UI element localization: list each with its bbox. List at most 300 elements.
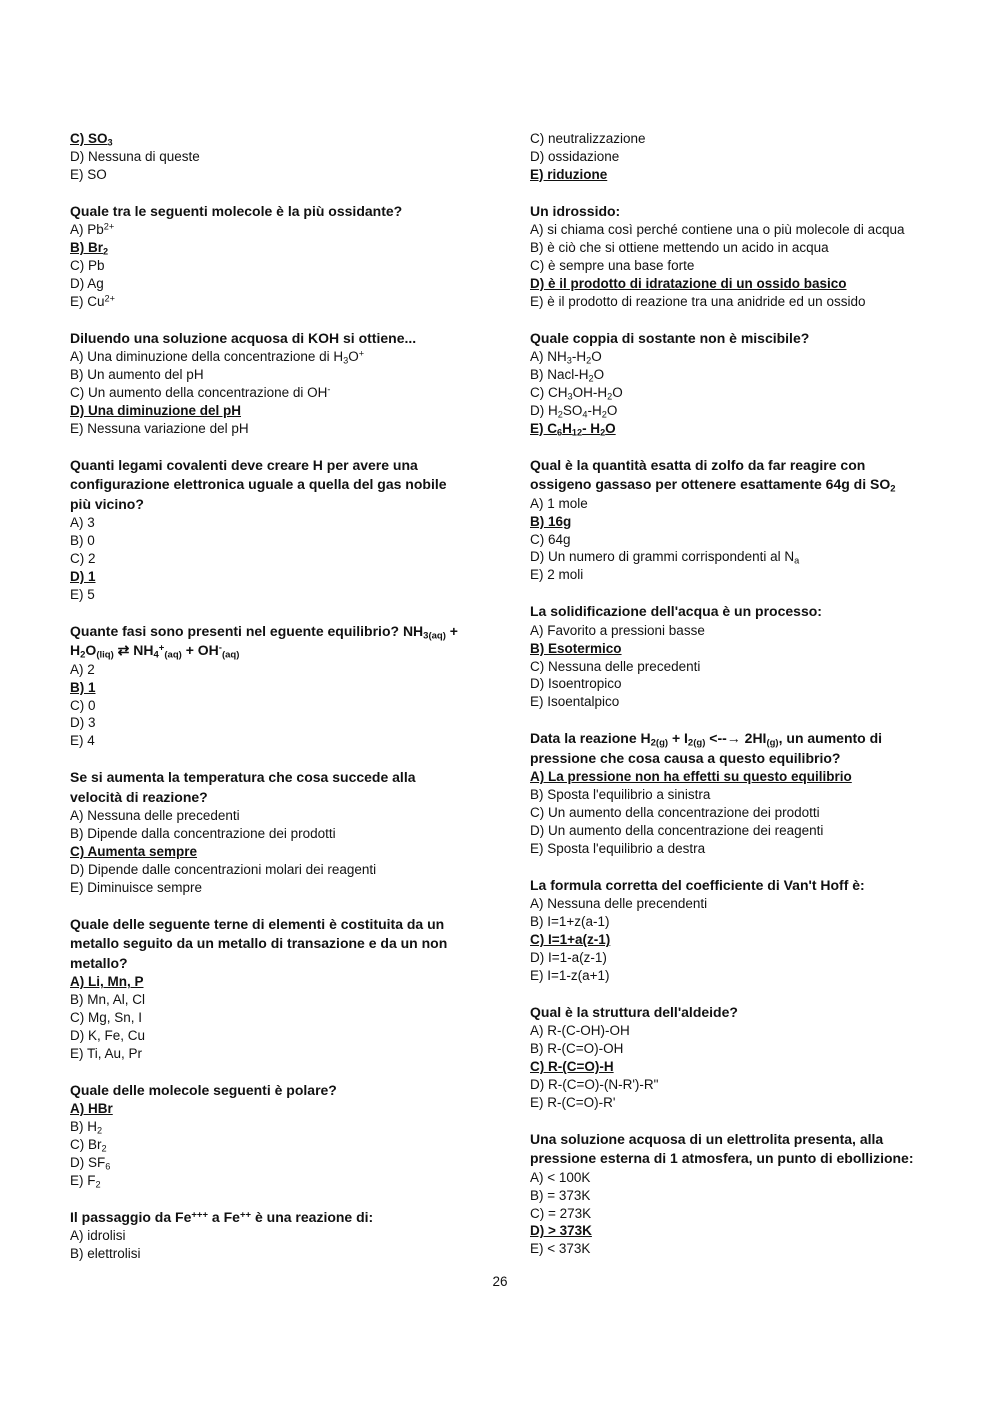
answer-option xyxy=(70,1172,510,1190)
question-block xyxy=(530,1130,980,1258)
text-run: E) Diminuisce sempre xyxy=(70,879,203,895)
question-block xyxy=(70,1081,510,1190)
answer-options xyxy=(530,622,980,711)
text-run: E) C xyxy=(530,420,557,436)
question-line xyxy=(70,456,510,476)
question xyxy=(70,915,510,974)
text-run: + I xyxy=(668,730,688,747)
answer-option xyxy=(70,166,510,184)
subscript: (aq) xyxy=(164,650,182,662)
text-run: A) Pb xyxy=(70,222,104,238)
question-line xyxy=(70,622,510,642)
text-run: E) Ti, Au, Pr xyxy=(70,1045,143,1061)
text-run: E) Sposta l'equilibrio a destra xyxy=(530,840,706,856)
correct-answer-option xyxy=(70,402,510,420)
answer-options xyxy=(530,1169,980,1258)
text-run: Diluendo una soluzione acquosa di KOH si ottiene... xyxy=(70,329,417,346)
text-run: D) > 373K xyxy=(530,1223,592,1239)
text-run: A) idrolisi xyxy=(70,1228,126,1244)
answer-option xyxy=(70,420,510,438)
text-run: Se si aumenta la temperatura che cosa succede alla xyxy=(70,769,416,786)
text-run: C) I=1+a(z-1) xyxy=(530,932,611,948)
answer-option xyxy=(70,732,510,750)
subscript: 2 xyxy=(101,1143,107,1154)
question xyxy=(70,202,510,222)
text-run: , un aumento di xyxy=(778,730,883,747)
text-run: B) H xyxy=(70,1119,97,1135)
superscript: ++ xyxy=(239,1209,252,1221)
answer-option xyxy=(530,675,980,693)
answer-option xyxy=(70,1045,510,1063)
answer-option xyxy=(530,913,980,931)
answer-options xyxy=(70,973,510,1062)
text-run: Qual è la struttura dell'aldeide? xyxy=(530,1003,738,1020)
answer-option xyxy=(530,1205,980,1223)
text-run: OH-H xyxy=(572,385,608,401)
text-run: pressione esterna di 1 atmosfera, un punto di ebollizione: xyxy=(530,1150,914,1167)
text-run: A) NH xyxy=(530,349,567,365)
text-run: O xyxy=(612,385,623,401)
correct-answer-option xyxy=(70,239,510,257)
answer-options xyxy=(530,895,980,984)
answer-option xyxy=(530,1187,980,1205)
answer-option xyxy=(530,402,980,420)
question-line xyxy=(530,475,980,495)
answer-options xyxy=(530,130,980,184)
correct-answer-option xyxy=(530,1222,980,1240)
answer-option xyxy=(70,879,510,897)
answer-options xyxy=(70,221,510,310)
text-run: C) è sempre una base forte xyxy=(530,258,695,274)
answer-option xyxy=(530,1022,980,1040)
question-line xyxy=(530,456,980,476)
subscript: 2(g) xyxy=(650,738,669,750)
answer-option xyxy=(70,714,510,732)
subscript: 2 xyxy=(586,355,592,366)
question-block xyxy=(530,456,980,584)
text-run: C) Nessuna delle precedenti xyxy=(530,658,701,674)
text-run: Quanti legami covalenti deve creare H per avere una xyxy=(70,456,418,473)
subscript: (g) xyxy=(766,738,779,750)
text-run: metallo? xyxy=(70,954,128,971)
text-run: più vicino? xyxy=(70,495,144,512)
answer-option xyxy=(530,1040,980,1058)
text-run: E) 2 moli xyxy=(530,567,584,583)
correct-answer-option xyxy=(530,768,980,786)
text-run: A) Li, Mn, P xyxy=(70,974,144,990)
correct-answer-option xyxy=(530,931,980,949)
question-block xyxy=(70,130,510,184)
subscript: 4 xyxy=(582,409,588,420)
text-run: A) 2 xyxy=(70,661,95,677)
answer-option xyxy=(70,257,510,275)
correct-answer-option xyxy=(70,568,510,586)
subscript: 2 xyxy=(97,1125,103,1136)
answer-option xyxy=(530,130,980,148)
text-run: metallo seguito da un metallo di transazione e da un non xyxy=(70,935,448,952)
text-run: D) Un numero di grammi corrispondenti al N xyxy=(530,549,795,565)
text-run: H xyxy=(70,642,81,659)
question-line xyxy=(70,202,510,222)
question-line xyxy=(530,729,980,749)
question-block xyxy=(530,729,980,857)
text-run: D) SF xyxy=(70,1154,106,1170)
text-run: A) si chiama così perché contiene una o più molecole di acqua xyxy=(530,222,905,238)
question-line xyxy=(530,876,980,896)
text-run: C) Pb xyxy=(70,258,105,274)
text-run: B) Br xyxy=(70,240,103,256)
answer-options xyxy=(530,495,980,584)
answer-option xyxy=(530,531,980,549)
text-run: A) 3 xyxy=(70,515,95,531)
answer-option xyxy=(530,548,980,566)
text-run: Qual è la quantità esatta di zolfo da far reagire con xyxy=(530,456,866,473)
answer-option xyxy=(530,622,980,640)
text-run: Quale tra le seguenti molecole è la più ossidante? xyxy=(70,202,403,219)
text-run: Quale delle seguente terne di elementi è costituita da un xyxy=(70,915,445,932)
subscript: 2 xyxy=(607,391,613,402)
subscript: 2 xyxy=(95,1179,101,1190)
subscript: 2 xyxy=(80,650,86,662)
answer-option xyxy=(70,293,510,311)
question xyxy=(530,876,980,896)
text-run: D) Ag xyxy=(70,275,104,291)
correct-answer-option xyxy=(70,1100,510,1118)
question-block xyxy=(530,202,980,311)
text-run: velocità di reazione? xyxy=(70,788,208,805)
subscript: 2 xyxy=(103,246,109,257)
question xyxy=(530,456,980,495)
question-block xyxy=(530,130,980,184)
text-run: D) è il prodotto di idratazione di un ossido basico xyxy=(530,275,847,291)
question-block xyxy=(70,622,510,750)
answer-option xyxy=(70,697,510,715)
text-run: Una soluzione acquosa di un elettrolita presenta, alla xyxy=(530,1130,884,1147)
question-line xyxy=(70,768,510,788)
text-run: B) è ciò che si ottiene mettendo un acido in acqua xyxy=(530,240,829,256)
text-run: E) 5 xyxy=(70,586,95,602)
subscript: 2 xyxy=(601,409,607,420)
text-run: B) R-(C=O)-OH xyxy=(530,1041,624,1057)
answer-options xyxy=(70,1227,510,1263)
answer-option xyxy=(530,293,980,311)
question-line xyxy=(70,954,510,974)
text-run: è una reazione di: xyxy=(251,1208,374,1225)
correct-answer-option xyxy=(530,166,980,184)
answer-options xyxy=(530,1022,980,1111)
text-run: ossigeno gassaso per ottenere esattamente 64g di SO xyxy=(530,476,891,493)
answer-options xyxy=(70,514,510,603)
answer-option xyxy=(530,786,980,804)
subscript: 4 xyxy=(153,650,159,662)
question-line xyxy=(70,641,510,661)
subscript: (liq) xyxy=(96,650,114,662)
answer-option xyxy=(70,148,510,166)
text-run: D) R-(C=O)-(N-R')-R" xyxy=(530,1076,659,1092)
question-line xyxy=(70,1081,510,1101)
text-run: D) Nessuna di queste xyxy=(70,148,200,164)
answer-option xyxy=(70,825,510,843)
question xyxy=(530,329,980,349)
left-column xyxy=(70,130,510,1281)
subscript: 6 xyxy=(105,1161,111,1172)
answer-option xyxy=(530,658,980,676)
answer-option xyxy=(530,1169,980,1187)
question-block xyxy=(530,876,980,985)
text-run: E) 4 xyxy=(70,733,95,749)
answer-option xyxy=(530,967,980,985)
text-run: C) = 273K xyxy=(530,1205,592,1221)
text-run: B) Nacl-H xyxy=(530,367,589,383)
answer-option xyxy=(530,148,980,166)
superscript: - xyxy=(327,384,331,395)
correct-answer-option xyxy=(70,973,510,991)
correct-answer-option xyxy=(70,843,510,861)
text-run: B) 16g xyxy=(530,513,572,529)
answer-option xyxy=(530,239,980,257)
question xyxy=(70,1081,510,1101)
question-line xyxy=(530,1130,980,1150)
answer-options xyxy=(70,1100,510,1189)
correct-answer-option xyxy=(530,1058,980,1076)
answer-option xyxy=(70,1245,510,1263)
question-line xyxy=(70,495,510,515)
correct-answer-option xyxy=(70,130,510,148)
subscript: a xyxy=(794,555,800,566)
text-run: <--→ 2HI xyxy=(705,730,767,747)
answer-option xyxy=(70,1009,510,1027)
text-run: C) Aumenta sempre xyxy=(70,844,198,860)
text-run: B) = 373K xyxy=(530,1187,591,1203)
answer-option xyxy=(70,1027,510,1045)
text-run: B) Un aumento del pH xyxy=(70,367,204,383)
text-run: -H xyxy=(571,349,587,365)
answer-option xyxy=(70,221,510,239)
text-run: C) SO xyxy=(70,131,108,146)
answer-option xyxy=(530,949,980,967)
text-run: Un idrossido: xyxy=(530,202,621,219)
answer-option xyxy=(530,348,980,366)
right-column xyxy=(530,130,980,1276)
answer-option xyxy=(530,495,980,513)
correct-answer-option xyxy=(530,513,980,531)
subscript: 2 xyxy=(557,409,563,420)
answer-option xyxy=(70,384,510,402)
text-run: D) Una diminuzione del pH xyxy=(70,402,241,418)
text-run: O xyxy=(348,349,359,365)
answer-option xyxy=(70,861,510,879)
text-run: A) HBr xyxy=(70,1101,113,1117)
question xyxy=(70,768,510,807)
correct-answer-option xyxy=(530,275,980,293)
answer-option xyxy=(530,1094,980,1112)
answer-options xyxy=(70,661,510,750)
question xyxy=(530,1130,980,1169)
answer-option xyxy=(530,221,980,239)
text-run: H xyxy=(562,420,572,436)
text-run: + OH xyxy=(181,642,219,659)
question-block xyxy=(530,329,980,438)
answer-options xyxy=(530,221,980,310)
question xyxy=(70,329,510,349)
text-run: D) ossidazione xyxy=(530,148,620,164)
answer-option xyxy=(70,275,510,293)
answer-option xyxy=(530,693,980,711)
subscript: 2 xyxy=(588,373,594,384)
answer-option xyxy=(530,822,980,840)
text-run: E) Nessuna variazione del pH xyxy=(70,420,249,436)
subscript: 2 xyxy=(600,427,606,438)
text-run: C) Br xyxy=(70,1137,102,1153)
question xyxy=(530,602,980,622)
text-run: B) Dipende dalla concentrazione dei prodotti xyxy=(70,826,336,842)
text-run: B) Mn, Al, Cl xyxy=(70,992,146,1008)
answer-option xyxy=(70,991,510,1009)
text-run: O xyxy=(593,367,605,383)
answer-option xyxy=(70,366,510,384)
answer-option xyxy=(530,366,980,384)
text-run: A) Nessuna delle precendenti xyxy=(530,896,708,912)
answer-option xyxy=(530,840,980,858)
answer-option xyxy=(530,1240,980,1258)
question-block xyxy=(70,915,510,1063)
answer-option xyxy=(70,514,510,532)
question-line xyxy=(530,602,980,622)
text-run: ⇄ NH xyxy=(113,642,154,659)
answer-option xyxy=(70,1154,510,1172)
question-block xyxy=(70,768,510,896)
question xyxy=(530,729,980,768)
answer-options xyxy=(70,807,510,896)
text-run: E) SO xyxy=(70,166,107,182)
answer-option xyxy=(70,1227,510,1245)
text-run: La formula corretta del coefficiente di Van't Hoff è: xyxy=(530,876,865,893)
subscript: 3 xyxy=(566,355,572,366)
question-block xyxy=(70,202,510,311)
answer-option xyxy=(530,257,980,275)
text-run: D) 3 xyxy=(70,715,96,731)
question xyxy=(70,456,510,515)
subscript: 3 xyxy=(107,137,113,148)
text-run: C) neutralizzazione xyxy=(530,131,646,146)
question-line xyxy=(70,475,510,495)
text-run: E) Isoentalpico xyxy=(530,694,620,710)
question-line xyxy=(530,202,980,222)
question-line xyxy=(530,749,980,769)
question-line xyxy=(530,329,980,349)
text-run: C) Un aumento della concentrazione dei prodotti xyxy=(530,805,820,821)
answer-option xyxy=(70,1118,510,1136)
text-run: La solidificazione dell'acqua è un processo: xyxy=(530,603,822,620)
text-run: E) Cu xyxy=(70,293,105,309)
text-run: A) < 100K xyxy=(530,1169,591,1185)
text-run: Quale delle molecole seguenti è polare? xyxy=(70,1081,337,1098)
question xyxy=(530,202,980,222)
question-line xyxy=(530,1003,980,1023)
text-run: + xyxy=(445,622,458,639)
answer-option xyxy=(70,348,510,366)
answer-option xyxy=(70,1136,510,1154)
answer-options xyxy=(70,348,510,437)
text-run: E) F xyxy=(70,1172,96,1188)
text-run: O xyxy=(606,402,618,418)
text-run: -H xyxy=(587,402,602,418)
answer-options xyxy=(530,348,980,437)
question-line xyxy=(70,788,510,808)
question-block xyxy=(70,456,510,604)
question xyxy=(70,622,510,661)
text-run: C) 0 xyxy=(70,697,96,713)
text-run: A) Favorito a pressioni basse xyxy=(530,622,705,638)
question-line xyxy=(530,1149,980,1169)
text-run: E) è il prodotto di reazione tra una anidride ed un ossido xyxy=(530,293,866,309)
question-block xyxy=(70,329,510,438)
text-run: D) 1 xyxy=(70,568,96,584)
text-run: SO xyxy=(562,402,583,418)
correct-answer-option xyxy=(530,420,980,438)
text-run: D) H xyxy=(530,402,558,418)
answer-option xyxy=(530,1076,980,1094)
question-block xyxy=(530,602,980,711)
text-run: A) La pressione non ha effetti su questo equilibrio xyxy=(530,769,852,785)
text-run: B) Sposta l'equilibrio a sinistra xyxy=(530,787,711,803)
answer-option xyxy=(70,532,510,550)
text-run: Il passaggio da Fe xyxy=(70,1208,192,1225)
answer-option xyxy=(530,384,980,402)
text-run: B) 1 xyxy=(70,679,96,695)
text-run: O xyxy=(605,420,616,436)
text-run: A) R-(C-OH)-OH xyxy=(530,1023,630,1039)
text-run: a Fe xyxy=(208,1208,240,1225)
text-run: A) Una diminuzione della concentrazione di H xyxy=(70,349,344,365)
text-run: D) Dipende dalle concentrazioni molari dei reagenti xyxy=(70,861,377,877)
correct-answer-option xyxy=(70,679,510,697)
text-run: B) Esotermico xyxy=(530,640,622,656)
question-line xyxy=(70,934,510,954)
subscript: 6 xyxy=(557,427,563,438)
subscript: 3 xyxy=(343,355,349,366)
superscript: + xyxy=(158,642,165,654)
text-run: B) elettrolisi xyxy=(70,1246,141,1262)
subscript: 2 xyxy=(890,484,896,496)
question-line xyxy=(70,329,510,349)
text-run: C) 2 xyxy=(70,551,96,567)
text-run: C) R-(C=O)-H xyxy=(530,1059,614,1075)
text-run: Quante fasi sono presenti nel eguente equilibrio? NH xyxy=(70,622,424,639)
text-run: D) I=1-a(z-1) xyxy=(530,949,607,965)
text-run: Quale coppia di sostante non è miscibile? xyxy=(530,329,810,346)
superscript: + xyxy=(358,348,365,359)
question-block xyxy=(530,1003,980,1112)
text-run: configurazione elettronica uguale a quella del gas nobile xyxy=(70,476,447,493)
text-run: - H xyxy=(582,420,601,436)
text-run: C) Mg, Sn, I xyxy=(70,1010,143,1026)
answer-option xyxy=(70,661,510,679)
text-run: E) R-(C=O)-R' xyxy=(530,1094,616,1110)
answer-option xyxy=(530,804,980,822)
text-run: O xyxy=(85,642,97,659)
superscript: +++ xyxy=(191,1209,209,1221)
page-number: 26 xyxy=(492,1274,508,1289)
subscript: 2(g) xyxy=(687,738,706,750)
superscript: 2+ xyxy=(103,221,115,232)
answer-option xyxy=(530,566,980,584)
question-block xyxy=(70,1208,510,1263)
text-run: D) Un aumento della concentrazione dei reagenti xyxy=(530,822,824,838)
question-line xyxy=(70,915,510,935)
answer-options xyxy=(530,768,980,857)
answer-option xyxy=(530,895,980,913)
